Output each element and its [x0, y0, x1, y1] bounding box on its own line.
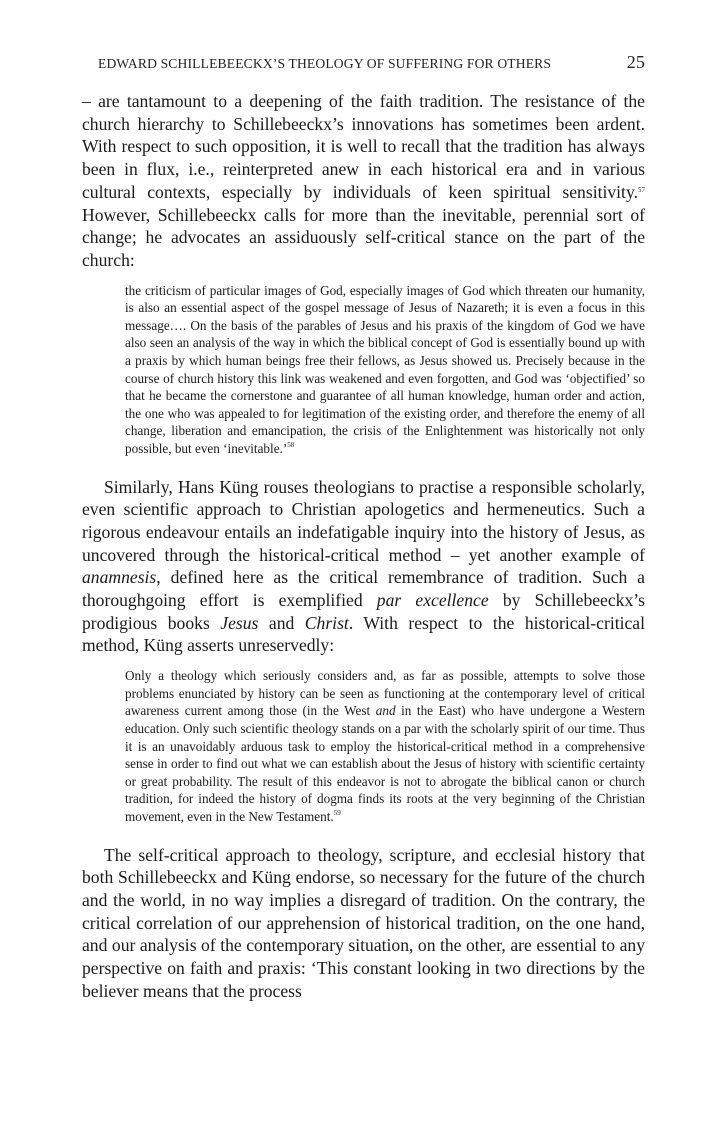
paragraph-text: The self-critical approach to theology, scripture, and ecclesial history that both Schillebeeckx and Küng endorse, so necessary for the future of the church and the world, in no way implies a disregard of tradition. On the contrary, the critical correlation of our apprehension of historical tradition, on the one hand, and our analysis of the contemporary situation, on the other, are essential to any perspective on faith and praxis: ‘This constant looking in two directions by the believer means that the process: [82, 844, 645, 1001]
book-title-christ: Christ: [304, 612, 349, 633]
quote-text: the criticism of particular images of God, especially images of God which threaten our humanity, is also an essential aspect of the gospel message of Jesus of Nazareth; it is even a focus in this message…. On the basis of the parables of Jesus and his praxis of the kingdom of God we have also seen an analysis of the way in which the biblical concept of God is essentially bound up with a praxis by which human beings free their fellows, as Jesus showed us. Precisely because in the course of church history this link was weakened and even forgotten, and God was ‘objectified’ so that he became the cornerstone and guarantee of all human knowledge, human order and action, the one who was appealed to for legitimation of the existing order, and therefore the enemy of all change, liberation and emancipation, the crisis of the Enlightenment was historically not only possible, but even ‘inevitable.’: [125, 282, 645, 456]
paragraph-text: and: [258, 612, 305, 633]
body-paragraph-2: [82, 476, 645, 658]
running-title: EDWARD SCHILLEBEECKX’S THEOLOGY OF SUFFERING FOR OTHERS: [98, 56, 552, 71]
page-number: 25: [626, 52, 645, 72]
italic-term-par-excellence: par excellence: [376, 590, 489, 611]
running-header: [82, 50, 645, 80]
book-title-jesus: Jesus: [220, 612, 259, 633]
footnote-ref-59: 59: [333, 808, 341, 817]
quote-text: Only a theology which seriously considers and, as far as possible, attempts to solve those problems enunciated by history can be seen as functioning at the contemporary level of critical awareness current among those (in the West: [125, 668, 645, 719]
paragraph-text-continued: However, Schillebeeckx calls for more than the inevitable, perennial sort of change; he advocates an assiduously self-critical stance on the part of the church:: [82, 204, 645, 270]
italic-term-anamnesis: anamnesis: [82, 567, 157, 588]
paragraph-text: – are tantamount to a deepening of the faith tradition. The resistance of the church hierarchy to Schillebeeckx’s innovations has sometimes been ardent. With respect to such opposition, it is well to recall that the tradition has always been in flux, i.e., reinterpreted anew in each historical era and in various cultural contexts, especially by individuals of keen spiritual sensitivity.: [82, 91, 645, 202]
paragraph-text: . With respect to the historical-critical method, Küng asserts unreservedly:: [82, 612, 645, 656]
italic-word-and: and: [375, 703, 396, 719]
block-quote-schillebeeckx: [125, 282, 645, 458]
book-page: [82, 50, 645, 1002]
footnote-ref-57: 57: [638, 185, 645, 194]
body-paragraph-1: [82, 90, 645, 272]
footnote-ref-58: 58: [287, 440, 295, 449]
block-quote-kung: [125, 667, 645, 825]
paragraph-text: , defined here as the critical remembrance of tradition. Such a thoroughgoing effort is exemplified: [82, 567, 645, 611]
body-paragraph-3: [82, 844, 645, 1003]
paragraph-text: by Schillebeeckx’s prodigious books: [82, 590, 646, 633]
quote-text-continued: in the East) who have undergone a Western education. Only such scientific theology stands on a par with the scholarly spirit of our time. Thus it is an unavoidably arduous task to employ the historical-critical method in a comprehensive sense in order to find out what we can establish about the Jesus of history with scientific certainty or great probability. The result of this endeavor is not to abrogate the biblical canon or church tradition, for indeed the history of dogma finds its roots at the very beginning of the Christian movement, even in the New Testament.: [125, 703, 645, 824]
paragraph-text: Similarly, Hans Küng rouses theologians to practise a responsible scholarly, even scientific approach to Christian apologetics and hermeneutics. Such a rigorous endeavour entails an indefatigable inquiry into the history of Jesus, as uncovered through the historical-critical method – yet another example of: [82, 476, 645, 565]
